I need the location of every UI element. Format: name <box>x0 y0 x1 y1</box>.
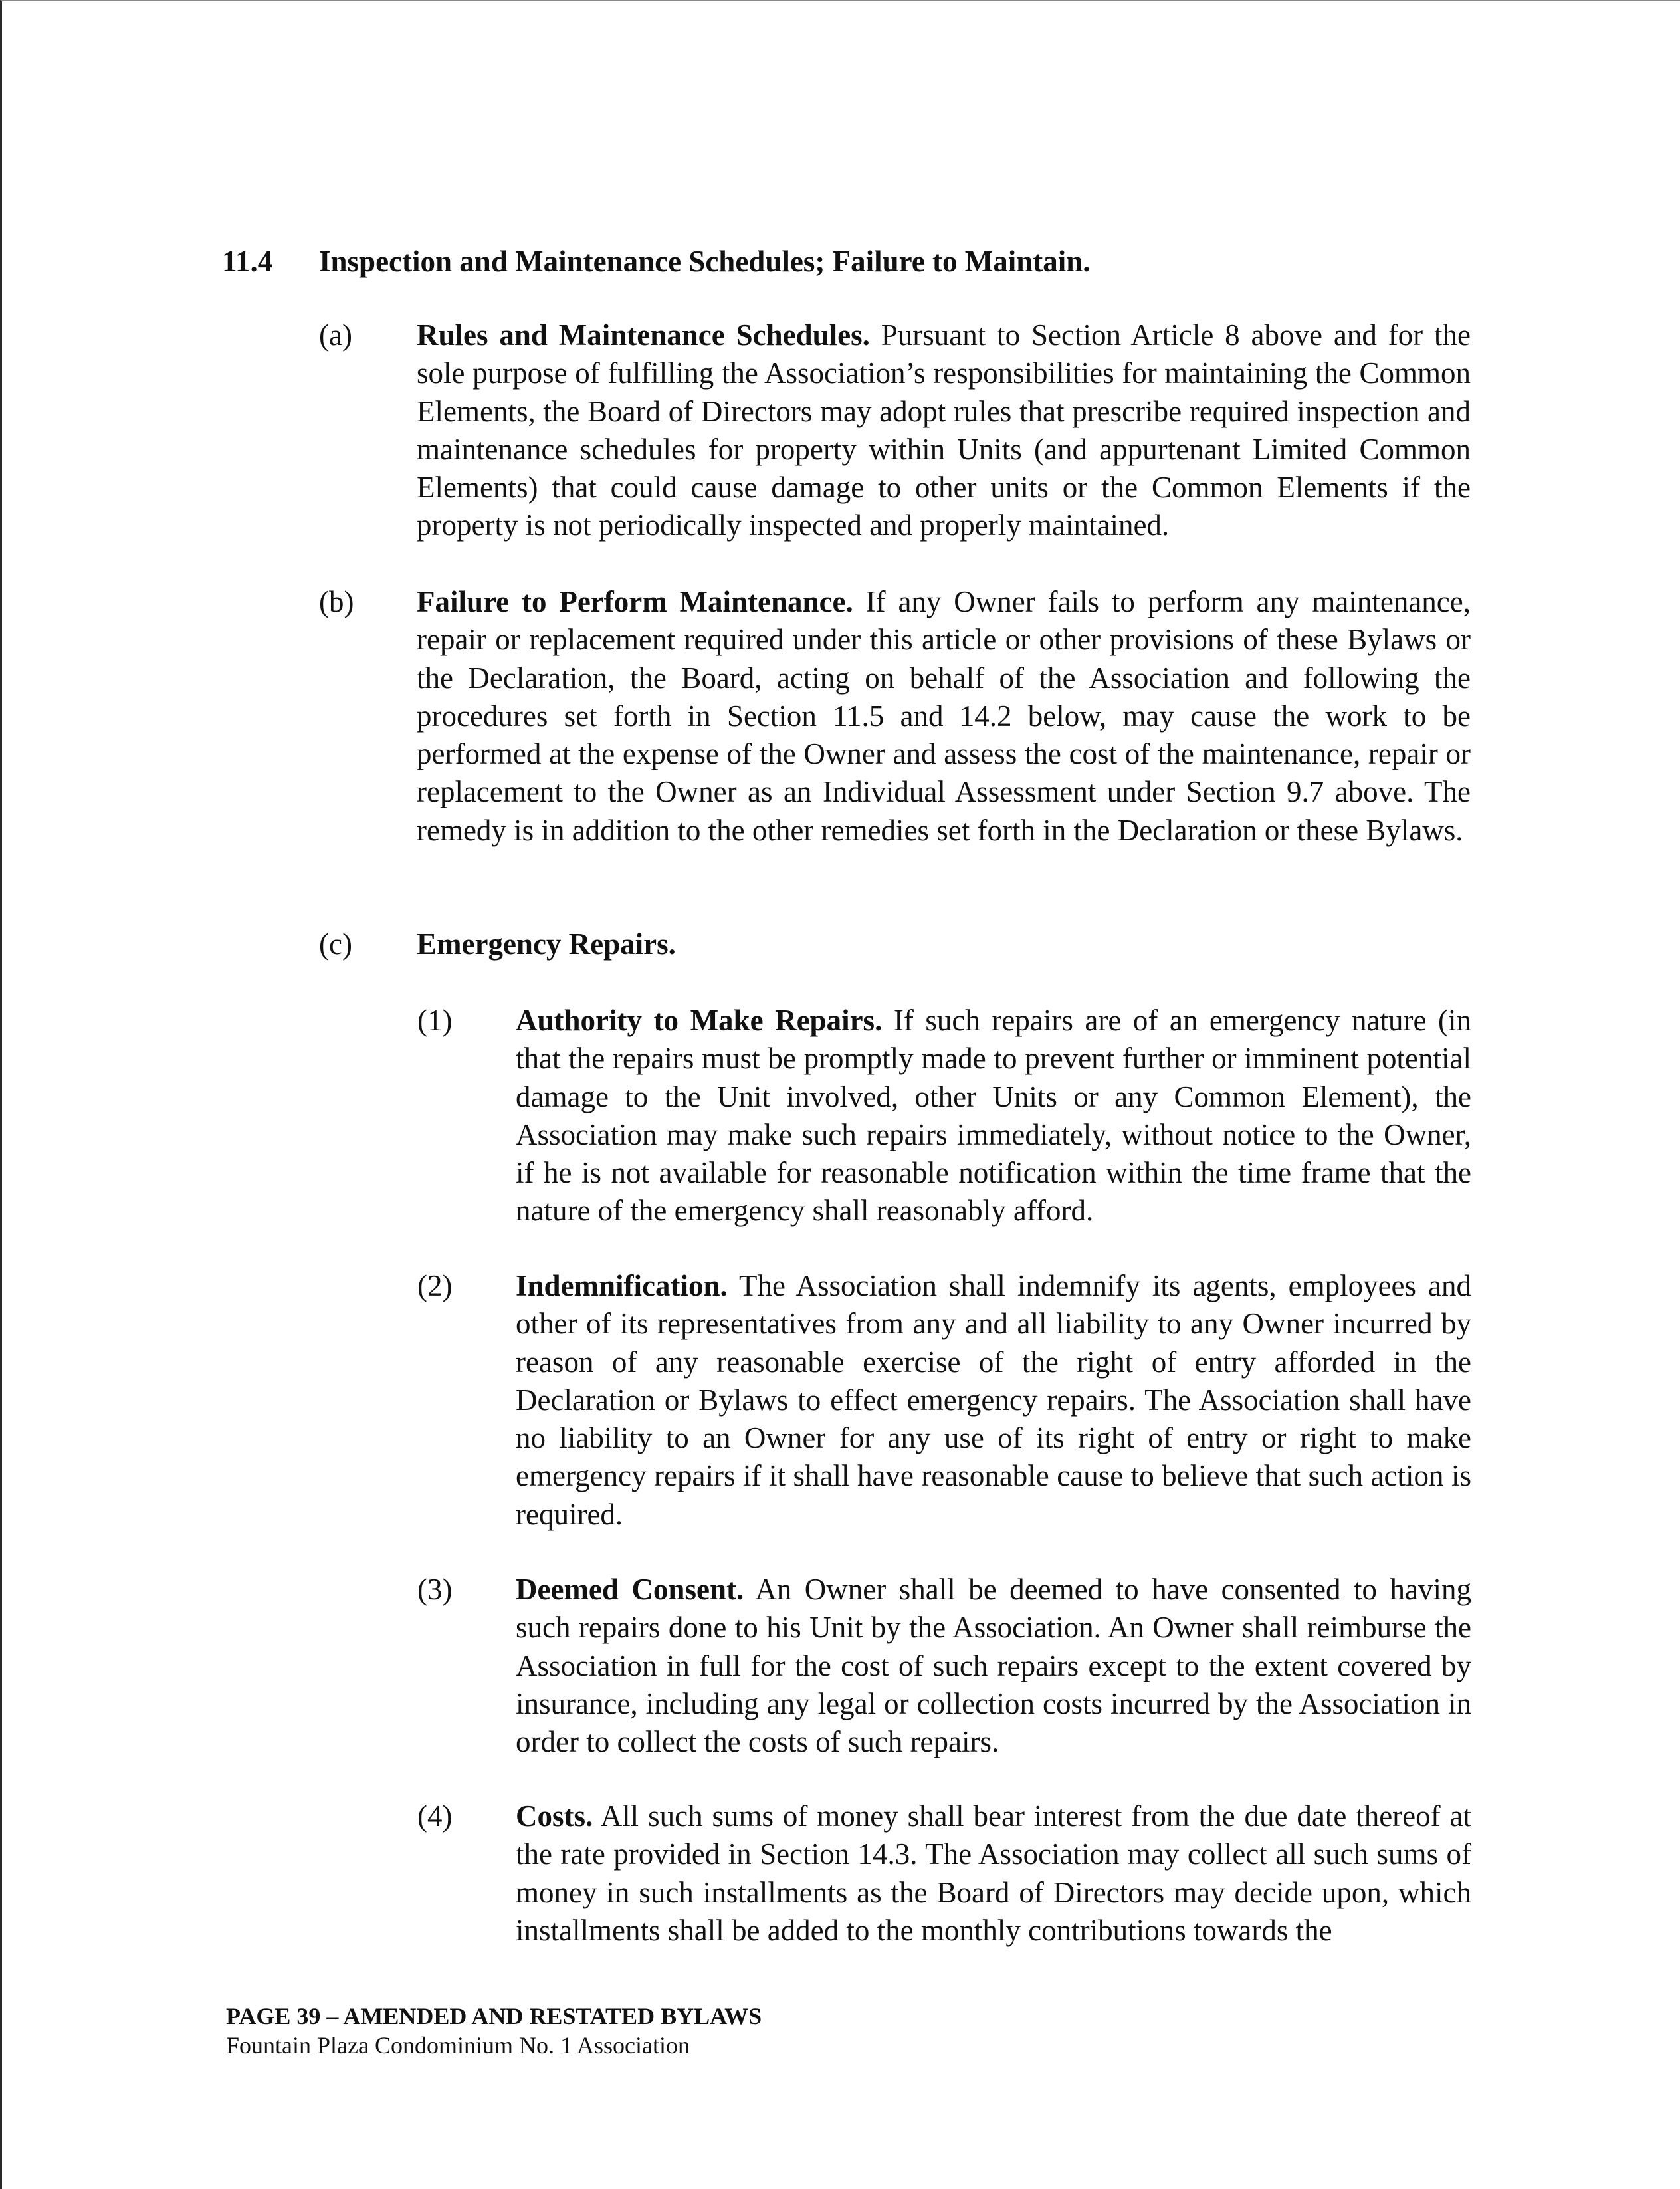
subparagraph-1-body <box>516 1002 1471 1230</box>
section-heading <box>222 242 1091 281</box>
subparagraph-4-label: (4) <box>417 1799 453 1833</box>
paragraph-b-title: Failure to Perform Maintenance. <box>417 585 853 618</box>
paragraph-c-label: (c) <box>319 927 352 961</box>
paragraph-a-body <box>417 316 1471 545</box>
subparagraph-1-title: Authority to Make Repairs. <box>516 1004 883 1037</box>
paragraph-c-title: Emergency Repairs. <box>417 927 676 961</box>
subparagraph-1-text: If such repairs are of an emergency nature (in that the repairs must be promptly made to prevent further or imminent potential damage to the Unit involved, other Units or any Common Element), the Association may make such repairs immediately, without notice to the Owner, if he is not available for reasonable notification within the time frame that the nature of the emergency shall reasonably afford. <box>516 1004 1471 1228</box>
subparagraph-3-text: An Owner shall be deemed to have consented to having such repairs done to his Unit by the Association. An Owner shall reimburse the Association in full for the cost of such repairs except to the extent covered by insurance, including any legal or collection costs incurred by the Association in order to collect the costs of such repairs. <box>516 1573 1472 1759</box>
paragraph-a-text: Pursuant to Section Article 8 above and for the sole purpose of fulfilling the Association’s responsibilities for maintaining the Common Elements, the Board of Directors may adopt rules that prescribe required inspection and maintenance schedules for property within Units (and appurtenant Limited Common Elements) that could cause damage to other units or the Common Elements if the property is not periodically inspected and properly maintained. <box>417 318 1471 542</box>
subparagraph-4-title: Costs. <box>516 1799 593 1833</box>
footer-page-title: PAGE 39 – AMENDED AND RESTATED BYLAWS <box>226 2003 762 2029</box>
paragraph-b-text: If any Owner fails to perform any maintenance, repair or replacement required under this article or other provisions of these Bylaws or the Declaration, the Board, acting on behalf of the Association and following the procedures set forth in Section 11.5 and 14.2 below, may cause the work to be performed at the expense of the Owner and assess the cost of the maintenance, repair or replacement to the Owner as an Individual Assessment under Section 9.7 above. The remedy is in addition to the other remedies set forth in the Declaration or these Bylaws. <box>417 585 1471 847</box>
section-number: 11.4 <box>222 245 273 278</box>
paragraph-a-label: (a) <box>319 318 352 352</box>
paragraph-a-title: Rules and Maintenance Schedules. <box>417 318 870 352</box>
paragraph-b-label: (b) <box>319 585 354 618</box>
paragraph-b-body <box>417 583 1471 850</box>
footer-association-name: Fountain Plaza Condominium No. 1 Association <box>226 2032 690 2059</box>
section-title: Inspection and Maintenance Schedules; Failure to Maintain. <box>319 245 1091 278</box>
subparagraph-3-label: (3) <box>417 1573 453 1606</box>
paragraph-c-body <box>417 925 1471 963</box>
subparagraph-4-text: All such sums of money shall bear interest from the due date thereof at the rate provided in Section 14.3. The Association may collect all such sums of money in such installments as the Board of Directors may decide upon, which installments shall be added to the monthly contributions towards the <box>516 1799 1471 1947</box>
page-footer <box>226 2002 762 2060</box>
subparagraph-1-label: (1) <box>417 1004 453 1037</box>
subparagraph-2-text: The Association shall indemnify its agents, employees and other of its representatives from any and all liability to any Owner incurred by reason of any reasonable exercise of the right of entry afforded in the Declaration or Bylaws to effect emergency repairs. The Association shall have no liability to an Owner for any use of its right of entry or right to make emergency repairs if it shall have reasonable cause to believe that such action is required. <box>516 1269 1471 1531</box>
subparagraph-4-body <box>516 1797 1471 1950</box>
subparagraph-2-label: (2) <box>417 1269 453 1302</box>
subparagraph-3-body <box>516 1571 1471 1761</box>
subparagraph-2-title: Indemnification. <box>516 1269 728 1302</box>
subparagraph-3-title: Deemed Consent. <box>516 1573 744 1606</box>
subparagraph-2-body <box>516 1267 1471 1534</box>
